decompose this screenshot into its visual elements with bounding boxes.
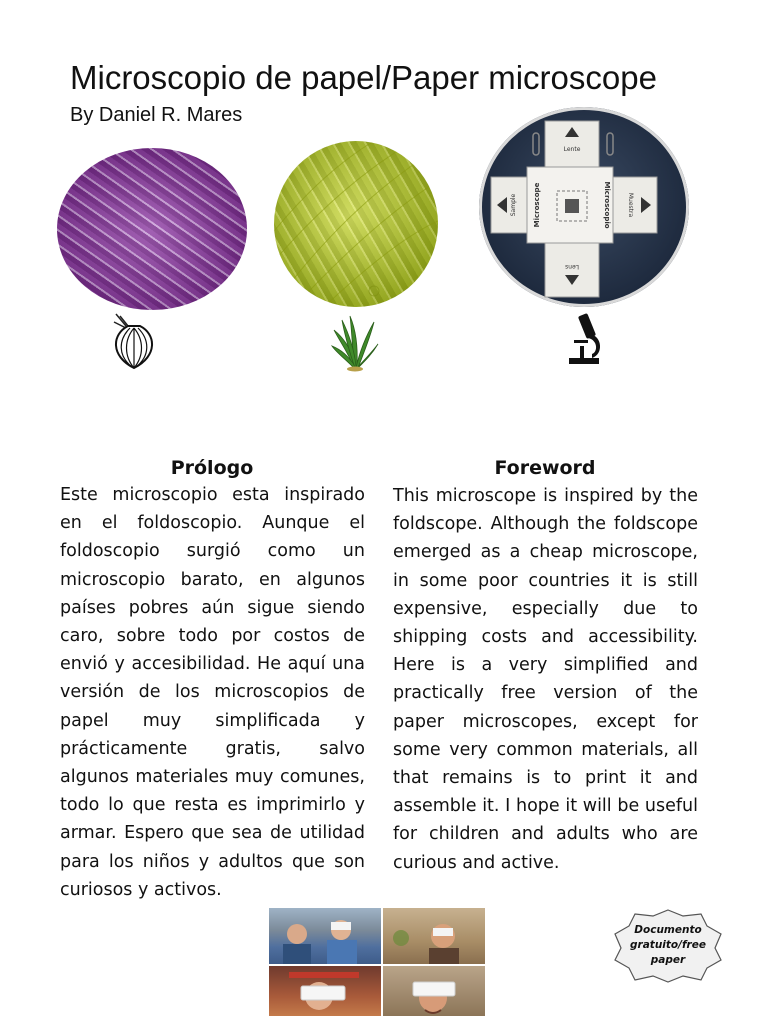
free-document-badge [611,908,725,984]
photo-man-with-microscope [383,966,485,1016]
scope-label-bottom: Lens [565,263,579,270]
badge-line-3: paper [650,954,686,966]
scope-label-top: Lente [563,146,581,153]
photo-girl-with-microscope [269,966,381,1016]
photo-collage [269,908,485,1016]
onion-icon [106,312,162,372]
scope-label-left: Sample [510,193,517,217]
page-title: Microscopio de papel/Paper microscope [70,59,657,96]
leaf-cells-micrograph [274,141,438,307]
plant-icon [330,312,380,372]
microscope-icon [566,312,606,366]
foreword-text: This microscope is inspired by the foldscope. Although the foldscope emerged as a cheap microscope, in some poor countries it is still expensive, especially due to shipping costs and accessibility. Here is a very simplified and practically free version of the paper microscopes, except for some very common materials, all that remains is to print it and assemble it. I hope it will be useful for children and adults who are curious and active. [393,486,698,873]
badge-line-1: Documento [634,924,702,936]
prologue-text: Este microscopio esta inspirado en el foldoscopio. Aunque el foldoscopio surgió como un microscopio barato, en algunos países pobres aún sigue siendo caro, sobre todo por costos de envió y accesibilidad. He aquí una versión de los microscopios de papel muy simplificada y prácticamente gratis, salvo algunos materiales muy comunes, todo lo que resta es imprimirlo y armar. Espero que sea de utilidad para los niños y adultos que son curiosos y activos. [60,485,365,900]
author-byline: By Daniel R. Mares [70,104,243,126]
scope-label-center-left: Microscope [533,182,541,228]
photo-man-indoors [383,908,485,964]
scope-label-right: Muestra [627,192,634,218]
paper-microscope-photo [479,107,689,307]
scope-label-center-right: Microscopio [603,181,611,229]
foreword-heading: Foreword [494,457,596,479]
photo-children-outdoors [269,908,381,964]
onion-cells-micrograph [57,148,247,310]
badge-line-2: gratuito/free [630,939,706,951]
prologue-heading: Prólogo [170,457,254,479]
